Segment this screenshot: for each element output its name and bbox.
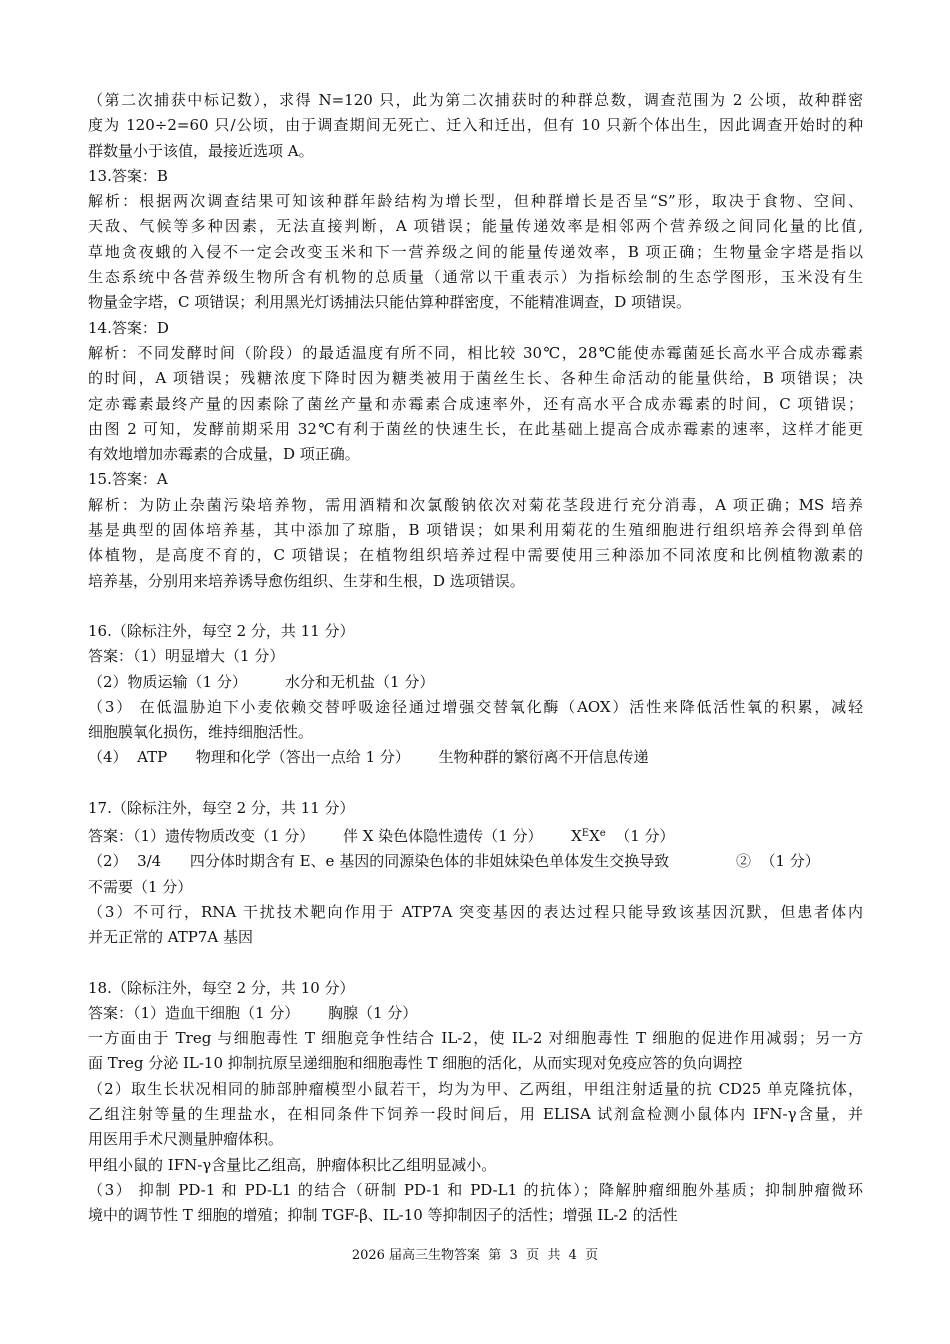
- question-18-heading: 18.（除标注外，每空 2 分，共 10 分）: [88, 978, 355, 997]
- superscript-e-upper: E: [581, 828, 590, 840]
- question-16-heading: 16.（除标注外，每空 2 分，共 11 分）: [88, 621, 355, 640]
- text-line: （2）取生长状况相同的肺部肿瘤模型小鼠若干，均为为甲、乙两组，甲组注射适量的抗 CD25 单克隆抗体，: [88, 1079, 863, 1098]
- text-line: 答案：（1）明显增大（1 分）: [88, 647, 285, 666]
- answer-page: [88, 88, 863, 1228]
- question-15-answer: 15.答案：A: [88, 470, 168, 489]
- text-line: （2）物质运输（1 分） 水分和无机盐（1 分）: [88, 672, 435, 691]
- text-line: 境中的调节性 T 细胞的增殖；抑制 TGF-β、IL-10 等抑制因子的活性；增强 IL-2 的活性: [88, 1206, 678, 1225]
- text-line: 由图 2 可知，发酵前期采用 32℃有利于菌丝的快速生长，在此基础上提高合成赤霉素的速率，这样才能更: [88, 419, 863, 438]
- text-line: 乙组注射等量的生理盐水，在相同条件下饲养一段时间后，用 ELISA 试剂盒检测小鼠体内 IFN-γ含量，并: [88, 1104, 863, 1123]
- text-line: 群数量小于该值，最接近选项 A。: [88, 141, 314, 160]
- text-line: 物量金字塔，C 项错误；利用黑光灯诱捕法只能估算种群密度，不能精准调查，D 项错误。: [88, 293, 692, 312]
- spacer: [88, 594, 863, 619]
- text-line: 解析：根据两次调查结果可知该种群年龄结构为增长型，但种群增长是否呈“S”形，取决于食物、空间、: [88, 192, 863, 211]
- text-line: （4） ATP 物理和化学（答出一点给 1 分） 生物种群的繁衍离不开信息传递: [88, 748, 649, 767]
- text-line: 基是典型的固体培养基，其中添加了琼脂，B 项错误；如果利用菊花的生殖细胞进行组织培养会得到单倍: [88, 521, 863, 540]
- text-line: 草地贪夜蛾的入侵不一定会改变玉米和下一营养级之间的能量传递效率，B 项正确；生物量金字塔是指以: [88, 242, 863, 261]
- spacer: [88, 951, 863, 976]
- text-line: （2） 3/4 四分体时期含有 E、e 基因的同源染色体的非姐妹染色单体发生交换导致 ② （1 分）: [88, 852, 820, 871]
- text-line: 体植物，是高度不育的，C 项错误；在植物组织培养过程中需要使用三种添加不同浓度和比例植物激素的: [88, 546, 863, 565]
- text-line: 定赤霉素最终产量的因素除了菌丝产量和赤霉素合成速率外，还有高水平合成赤霉素的时间，C 项错误；: [88, 394, 863, 413]
- text-line: 度为 120÷2=60 只/公顷，由于调查期间无死亡、迁入和迁出，但有 10 只新个体出生，因此调查开始时的种: [88, 116, 863, 135]
- question-14-answer: 14.答案：D: [88, 318, 169, 337]
- page-footer: 2026 届高三生物答案 第 3 页 共 4 页: [351, 1248, 599, 1263]
- text-line: 用医用手术尺测量肿瘤体积。: [88, 1130, 284, 1149]
- spacer: [88, 771, 863, 796]
- text-line: 细胞膜氧化损伤，维持细胞活性。: [88, 723, 314, 742]
- text-line: 一方面由于 Treg 与细胞毒性 T 细胞竞争性结合 IL-2，使 IL-2 对细胞毒性 T 细胞的促进作用减弱；另一方: [88, 1029, 863, 1048]
- text-line: 天敌、气候等多种因素，无法直接判断，A 项错误；能量传递效率是相邻两个营养级之间同化量的比值,: [88, 217, 863, 236]
- text-line: 甲组小鼠的 IFN-γ含量比乙组高，肿瘤体积比乙组明显减小。: [88, 1155, 497, 1174]
- text-line: （3） 抑制 PD-1 和 PD-L1 的结合（研制 PD-1 和 PD-L1 的抗体）；降解肿瘤细胞外基质；抑制肿瘤微环: [88, 1180, 863, 1199]
- text-line: （3） 在低温胁迫下小麦依赖交替呼吸途径通过增强交替氧化酶（AOX）活性来降低活性氧的积累，减轻: [88, 697, 863, 716]
- text-span: （1 分）: [605, 827, 675, 846]
- text-line: 并无正常的 ATP7A 基因: [88, 928, 254, 947]
- text-span: 答案：（1）遗传物质改变（1 分） 伴 X 染色体隐性遗传（1 分） X: [88, 827, 582, 846]
- question-13-answer: 13.答案：B: [88, 166, 168, 185]
- text-line: 生态系统中各营养级生物所含有机物的总质量（通常以干重表示）为指标绘制的生态学图形，玉米没有生: [88, 268, 863, 287]
- text-line: （第二次捕获中标记数），求得 N=120 只，此为第二次捕获时的种群总数，调查范围为 2 公顷，故种群密: [88, 91, 863, 109]
- text-span: X: [589, 827, 600, 846]
- text-line: （3）不可行，RNA 干扰技术靶向作用于 ATP7A 突变基因的表达过程只能导致该基因沉默，但患者体内: [88, 902, 863, 921]
- text-line: 有效地增加赤霉素的合成量，D 项正确。: [88, 445, 360, 464]
- text-line: 答案：（1）造血干细胞（1 分） 胸腺（1 分）: [88, 1003, 418, 1022]
- text-line: 不需要（1 分）: [88, 877, 193, 896]
- text-line: 的时间，A 项错误；残糖浓度下降时因为糖类被用于菌丝生长、各种生命活动的能量供给，B 项错误；决: [88, 369, 863, 388]
- superscript-e-lower: e: [599, 828, 606, 840]
- text-line: 解析：不同发酵时间（阶段）的最适温度有所不同，相比较 30℃，28℃能使赤霉菌延长高水平合成赤霉素: [88, 343, 863, 362]
- text-line: 解析：为防止杂菌污染培养物，需用酒精和次氯酸钠依次对菊花茎段进行充分消毒，A 项正确；MS 培养: [88, 495, 863, 514]
- text-line: 面 Treg 分泌 IL-10 抑制抗原呈递细胞和细胞毒性 T 细胞的活化，从而实现对免疫应答的负向调控: [88, 1054, 743, 1073]
- genotype-line: [88, 821, 863, 849]
- text-line: 培养基，分别用来培养诱导愈伤组织、生芽和生根，D 选项错误。: [88, 571, 525, 590]
- question-17-heading: 17.（除标注外，每空 2 分，共 11 分）: [88, 798, 355, 817]
